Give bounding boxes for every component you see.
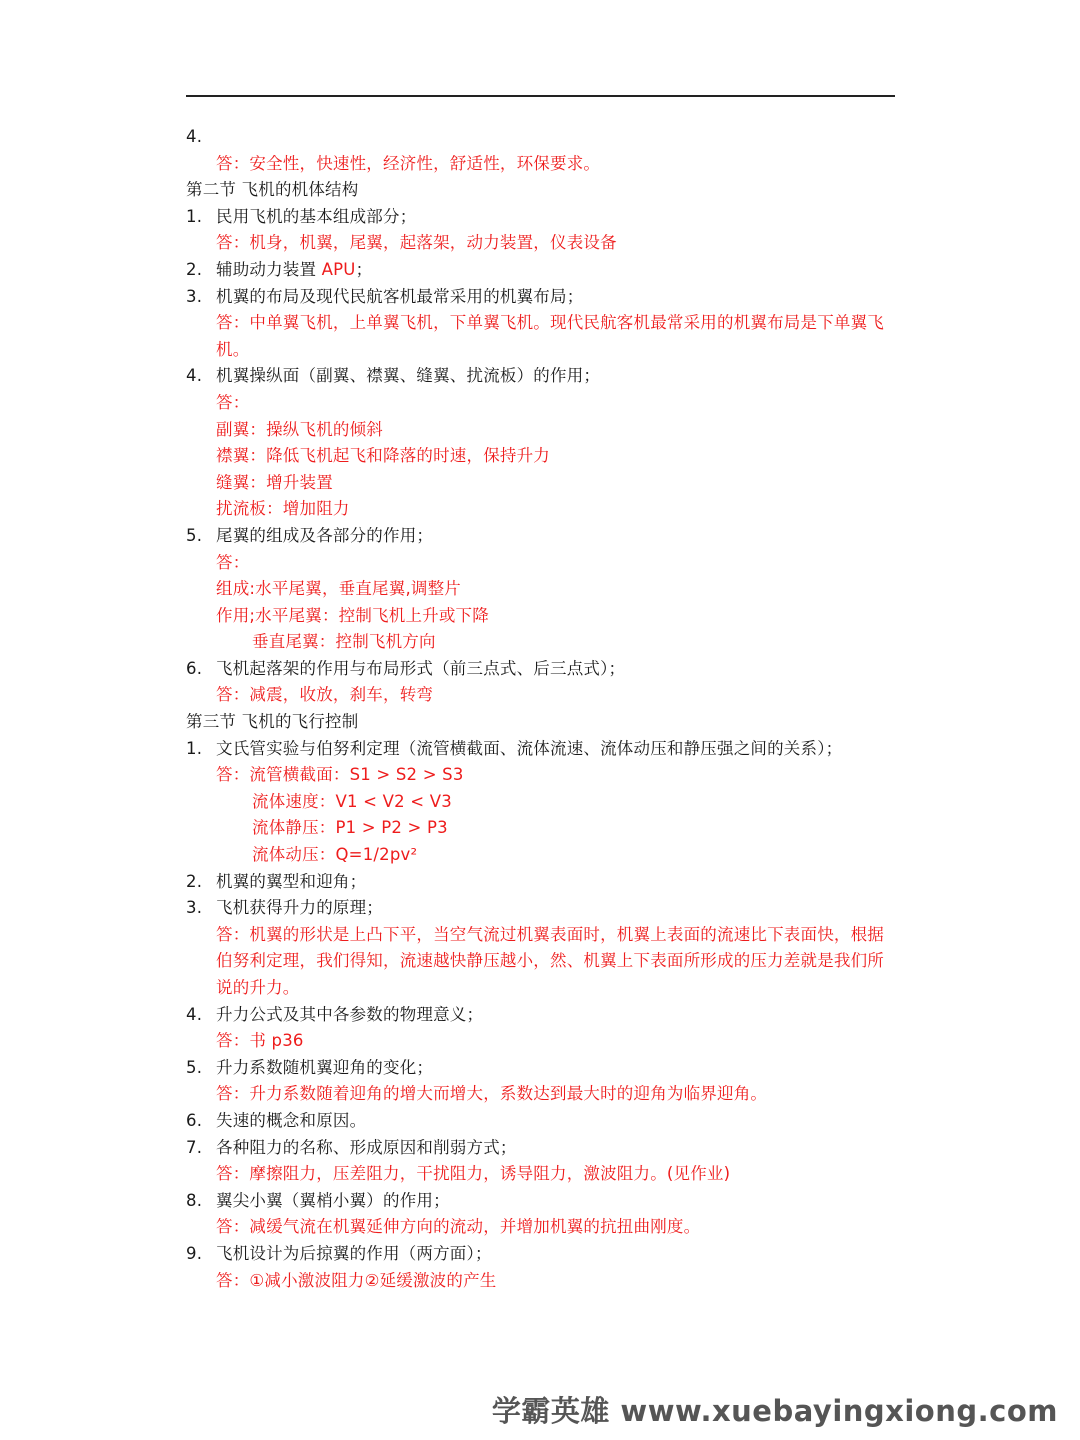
question-number: 5. — [186, 525, 203, 545]
question-item — [186, 1135, 898, 1162]
question-item — [186, 1108, 898, 1135]
answer-text: 流体静压：P1 > P2 > P3 — [252, 818, 448, 838]
answer-text: 答：机翼的形状是上凸下平，当空气流过机翼表面时，机翼上表面的流速比下表面快，根据伯努利定理，我们得知，流速越快静压越小，然、机翼上下表面所形成的压力差就是我们所说的升力。 — [216, 924, 884, 997]
answer-text: 垂直尾翼：控制飞机方向 — [252, 632, 436, 652]
answer-text: 流体动压：Q=1/2pv² — [252, 845, 418, 865]
answer-text: 答：安全性，快速性，经济性，舒适性，环保要求。 — [216, 153, 601, 173]
section-heading: 第三节 飞机的飞行控制 — [186, 712, 359, 732]
answer-text: 副翼：操纵飞机的倾斜 — [216, 419, 383, 439]
answer-text: 作用;水平尾翼：控制飞机上升或下降 — [216, 605, 489, 625]
question-number: 9. — [186, 1243, 203, 1263]
question-number: 4. — [186, 366, 203, 386]
answer-text: 答：减缓气流在机翼延伸方向的流动，并增加机翼的抗扭曲刚度。 — [216, 1217, 701, 1237]
question-item — [186, 1002, 898, 1029]
question-text: 各种阻力的名称、形成原因和削弱方式； — [216, 1137, 517, 1157]
answer-text: 答：流管横截面：S1 > S2 > S3 — [216, 765, 464, 785]
question-number: 1. — [186, 206, 203, 226]
question-number: 2. — [186, 871, 203, 891]
question-text: 机翼的布局及现代民航客机最常采用的机翼布局； — [216, 286, 584, 306]
question-text-highlight: APU — [321, 259, 356, 279]
question-number: 1. — [186, 738, 203, 758]
question-number: 5. — [186, 1057, 203, 1077]
answer-text: 答： — [216, 552, 250, 572]
question-item — [186, 869, 898, 896]
question-item — [186, 124, 898, 151]
site-watermark: 学霸英雄 www.xuebayingxiong.com — [491, 1394, 1058, 1428]
question-text: 升力系数随机翼迎角的变化； — [216, 1057, 434, 1077]
question-number: 2. — [186, 259, 203, 279]
question-number: 8. — [186, 1190, 203, 1210]
answer-text: 扰流板：增加阻力 — [216, 499, 350, 519]
question-text: 翼尖小翼（翼梢小翼）的作用； — [216, 1190, 450, 1210]
question-number: 3. — [186, 898, 203, 918]
answer-text: 答：书 p36 — [216, 1031, 304, 1051]
answer-text: 答：机身，机翼，尾翼，起落架，动力装置，仪表设备 — [216, 233, 617, 253]
question-text: 失速的概念和原因。 — [216, 1110, 367, 1130]
question-number: 7. — [186, 1137, 203, 1157]
answer-text: 答：升力系数随着迎角的增大而增大，系数达到最大时的迎角为临界迎角。 — [216, 1084, 768, 1104]
question-text: 飞机获得升力的原理； — [216, 898, 383, 918]
question-text: 文氏管实验与伯努利定理（流管横截面、流体流速、流体动压和静压强之间的关系）； — [216, 738, 843, 758]
answer-text: 襟翼：降低飞机起飞和降落的时速，保持升力 — [216, 446, 550, 466]
answer-text: 组成:水平尾翼，垂直尾翼,调整片 — [216, 579, 462, 599]
header-rule — [186, 95, 895, 97]
question-number: 4. — [186, 1004, 203, 1024]
question-item — [186, 656, 898, 683]
question-item — [186, 284, 898, 311]
answer-text: 答：减震，收放，刹车，转弯 — [216, 685, 434, 705]
question-text — [216, 257, 372, 284]
question-text: 民用飞机的基本组成部分； — [216, 206, 417, 226]
answer-text: 答： — [216, 392, 250, 412]
question-item — [186, 736, 898, 763]
answer-text: 缝翼：增升装置 — [216, 472, 333, 492]
question-item — [186, 257, 898, 284]
answer-text: 答：①减小激波阻力②延缓激波的产生 — [216, 1270, 497, 1290]
question-number: 4. — [186, 127, 203, 146]
question-item — [186, 1188, 898, 1215]
question-number: 6. — [186, 658, 203, 678]
question-number: 3. — [186, 286, 203, 306]
question-text-end: ； — [355, 259, 373, 279]
question-item — [186, 1241, 898, 1268]
question-text-part: 辅助动力装置 — [216, 259, 322, 279]
question-text: 飞机起落架的作用与布局形式（前三点式、后三点式）； — [216, 658, 626, 678]
document-body — [186, 124, 898, 1294]
question-text: 飞机设计为后掠翼的作用（两方面）； — [216, 1243, 492, 1263]
answer-text: 答：摩擦阻力，压差阻力，干扰阻力，诱导阻力，激波阻力。(见作业) — [216, 1164, 731, 1184]
question-text: 机翼操纵面（副翼、襟翼、缝翼、扰流板）的作用； — [216, 366, 601, 386]
question-number: 6. — [186, 1110, 203, 1130]
answer-text: 流体速度：V1 < V2 < V3 — [252, 791, 452, 811]
question-item — [186, 523, 898, 550]
answer-text: 答：中单翼飞机，上单翼飞机，下单翼飞机。现代民航客机最常采用的机翼布局是下单翼飞机。 — [216, 313, 884, 359]
section-heading: 第二节 飞机的机体结构 — [186, 180, 359, 200]
question-item — [186, 204, 898, 231]
question-item — [186, 1055, 898, 1082]
question-item — [186, 363, 898, 390]
question-text: 升力公式及其中各参数的物理意义； — [216, 1004, 484, 1024]
question-item — [186, 895, 898, 922]
question-text: 尾翼的组成及各部分的作用； — [216, 525, 434, 545]
question-text: 机翼的翼型和迎角； — [216, 871, 367, 891]
